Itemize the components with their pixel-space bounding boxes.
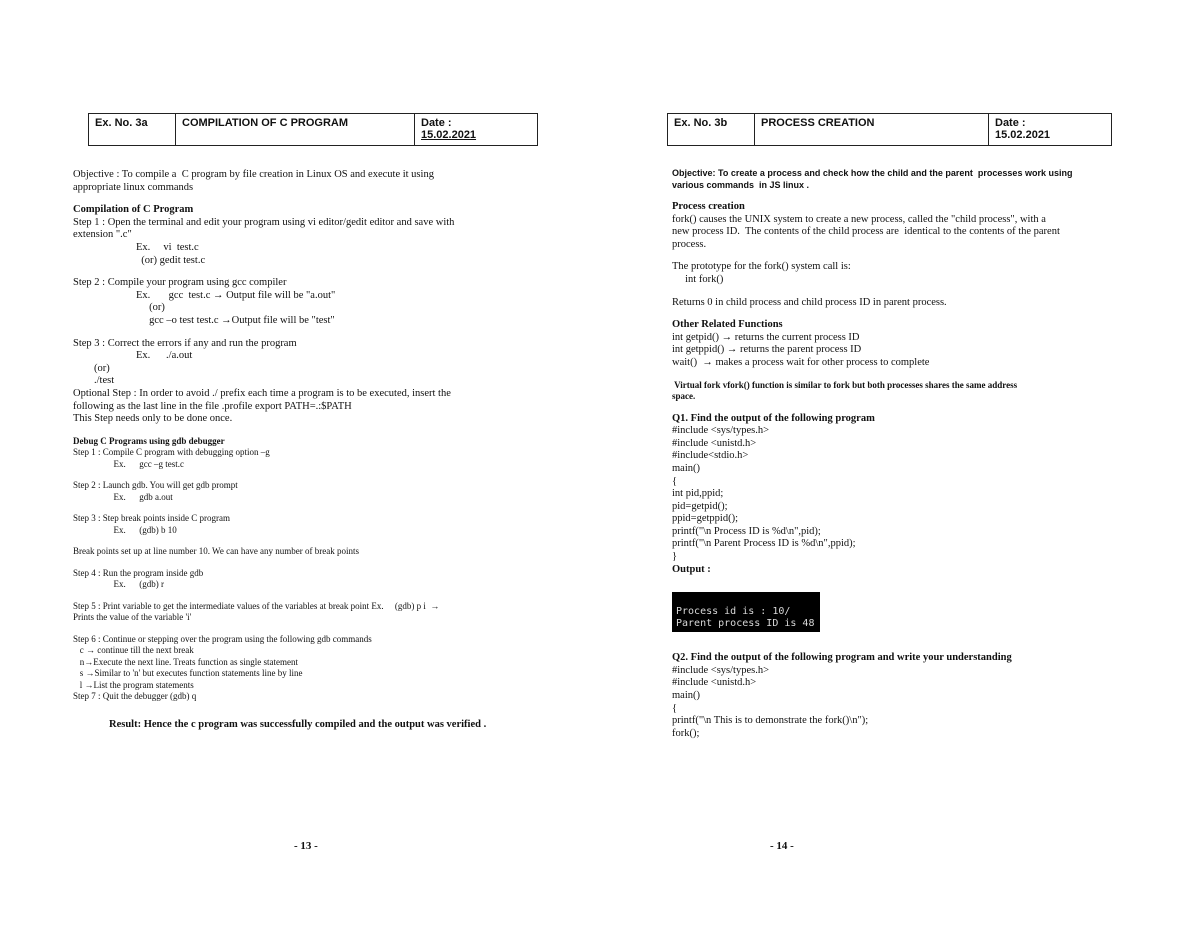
step-line: Step 2 : Compile your program using gcc compiler [73,277,287,289]
code-line: printf("\n Process ID is %d\n",pid); [672,525,821,537]
function-line: int getppid() → returns the parent process ID [672,344,862,356]
objective-line: appropriate linux commands [73,181,194,193]
code-line: #include<stdio.h> [672,450,749,462]
example-line: Ex. vi test.c [73,241,199,253]
output-label: Output : [672,563,711,575]
exercise-title: PROCESS CREATION [755,114,989,146]
gdb-command-line: n→Execute the next line. Treats function as single statement [73,656,298,667]
question-heading: Q2. Find the output of the following program and write your understanding [672,652,1012,664]
example-line: Ex. ./a.out [73,350,193,362]
exercise-title: COMPILATION OF C PROGRAM [176,114,415,146]
code-line: printf("\n Parent Process ID is %d\n",ppid); [672,538,856,550]
exercise-body [73,169,543,731]
example-line: gcc –o test test.c →Output file will be "test" [73,314,335,326]
date-value: 15.02.2021 [995,129,1051,141]
paragraph-line: Virtual fork vfork() function is similar to fork but both processes shares the same address [672,379,1018,390]
step-line: Prints the value of the variable 'i' [73,612,192,623]
exercise-number: Ex. No. 3a [89,114,176,146]
date-value: 15.02.2021 [421,129,477,141]
objective-line: Objective : To compile a C program by file creation in Linux OS and execute it using [73,169,434,180]
gdb-command-line: s →Similar to 'n' but executes function statements line by line [73,668,303,679]
example-line: Ex. gcc –g test.c [73,458,184,469]
objective-line: various commands in JS linux . [672,179,810,190]
date-cell [989,114,1112,146]
function-line: int getpid() → returns the current process ID [672,331,860,343]
code-line: #include <sys/types.h> [672,664,770,676]
code-line: main() [672,690,700,702]
step-line: Step 6 : Continue or stepping over the program using the following gdb commands [73,633,372,644]
section-heading: Other Related Functions [672,319,783,331]
code-line: } [672,551,678,563]
code-line: pid=getpid(); [672,500,728,512]
code-line: fork(); [672,727,700,739]
exercise-body [672,168,1127,740]
step-line: Step 7 : Quit the debugger (gdb) q [73,691,197,702]
example-line: Ex. (gdb) r [73,579,164,590]
exercise-header-table [88,113,538,146]
gdb-command-line: c → continue till the next break [73,645,194,656]
example-line: (or) [73,362,110,374]
step-line: extension ".c" [73,229,132,241]
section-heading: Compilation of C Program [73,204,194,216]
step-line: Step 4 : Run the program inside gdb [73,567,204,578]
exercise-header-table [667,113,1112,146]
code-line: int pid,ppid; [672,488,724,500]
code-line: main() [672,462,700,474]
exercise-number: Ex. No. 3b [668,114,755,146]
note-line: Break points set up at line number 10. We can have any number of break points [73,546,360,557]
terminal-line: Process id is : 10/ [676,606,791,618]
optional-step-line: This Step needs only to be done once. [73,413,233,425]
code-line: #include <unistd.h> [672,437,757,449]
example-line: Ex. gcc test.c → Output file will be "a.out" [73,289,336,301]
step-line: Step 3 : Correct the errors if any and run the program [73,337,297,349]
section-heading: Debug C Programs using gdb debugger [73,435,225,446]
paragraph-line: process. [672,238,707,250]
question-heading: Q1. Find the output of the following program [672,412,875,424]
example-line: (or) [73,302,165,314]
paragraph-line: space. [672,391,696,402]
code-line: #include <unistd.h> [672,677,757,689]
section-heading: Process creation [672,201,745,212]
paragraph-line: The prototype for the fork() system call is: [672,261,851,273]
function-line: wait() → makes a process wait for other process to complete [672,356,930,368]
example-line: Ex. (gdb) b 10 [73,524,177,535]
example-line: Ex. gdb a.out [73,491,173,502]
terminal-line: Parent process ID is 48 [676,618,815,630]
code-line: #include <sys/types.h> [672,425,770,437]
code-line: { [672,702,678,714]
step-line: Step 5 : Print variable to get the intermediate values of the variables at break point Ex. (gdb) p i → [73,600,440,611]
step-line: Step 1 : Open the terminal and edit your program using vi editor/gedit editor and save with [73,216,455,228]
step-line: Step 1 : Compile C program with debugging option –g [73,447,270,458]
paragraph-line: fork() causes the UNIX system to create a new process, called the "child process", with a [672,213,1046,225]
page-number: - 13 - [294,840,318,852]
objective-line: Objective: To create a process and check how the child and the parent processes work using [672,168,1073,178]
example-line: ./test [73,375,115,387]
date-cell [415,114,538,146]
page-number: - 14 - [770,840,794,852]
code-line: { [672,475,678,487]
step-line: Step 2 : Launch gdb. You will get gdb prompt [73,480,238,491]
paragraph-line: Returns 0 in child process and child process ID in parent process. [672,296,947,308]
gdb-command-line: l →List the program statements [73,679,194,690]
code-line: ppid=getppid(); [672,513,738,525]
date-label: Date : [995,117,1026,129]
optional-step-line: following as the last line in the file .profile export PATH=.:$PATH [73,400,352,412]
example-line: (or) gedit test.c [73,254,206,266]
step-line: Step 3 : Step break points inside C program [73,513,230,524]
terminal-output-screenshot [672,592,820,632]
paragraph-line: new process ID. The contents of the child process are identical to the contents of the parent [672,226,1060,238]
result-line: Result: Hence the c program was successfully compiled and the output was verified . [109,718,487,730]
date-label: Date : [421,117,452,129]
code-line: printf("\n This is to demonstrate the fork()\n"); [672,715,869,727]
code-line: int fork() [672,273,724,285]
optional-step-line: Optional Step : In order to avoid ./ prefix each time a program is to be executed, insert the [73,387,451,399]
